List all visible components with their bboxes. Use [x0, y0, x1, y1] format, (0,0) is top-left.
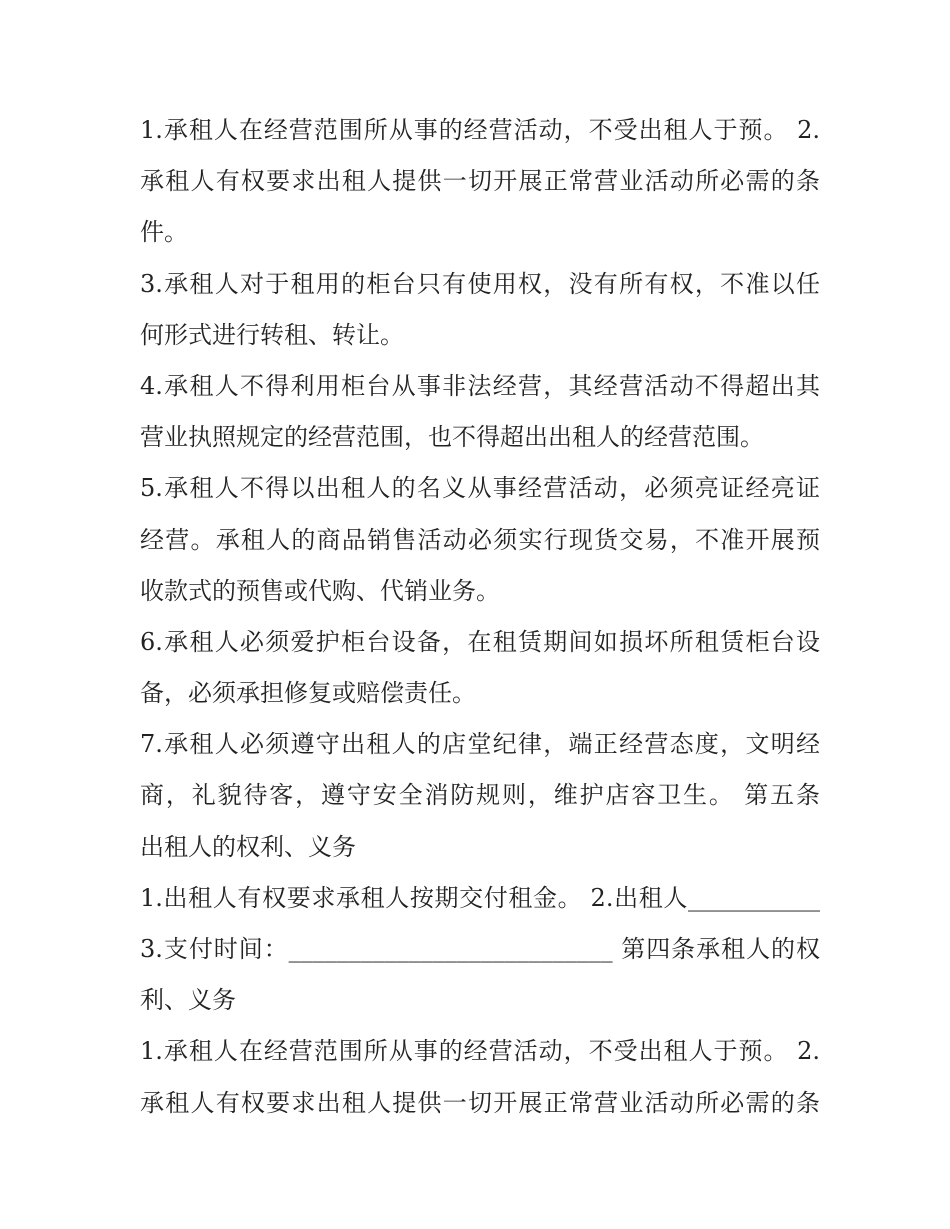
text-line: 1.承租人在经营范围所从事的经营活动，不受出租人于预。 2.: [140, 1037, 820, 1066]
contract-body-text: [140, 108, 820, 1132]
text-line: 4.承租人不得利用柜台从事非法经营，其经营活动不得超出其: [140, 371, 820, 400]
text-line: 件。: [140, 218, 188, 247]
text-line: 商，礼貌待客，遵守安全消防规则，维护店容卫生。 第五条: [140, 781, 820, 810]
text-line: 何形式进行转租、转让。: [140, 320, 404, 349]
text-line: 6.承租人必须爱护柜台设备，在租赁期间如损坏所租赁柜台设: [140, 627, 820, 656]
text-line: 承租人有权要求出租人提供一切开展正常营业活动所必需的条: [140, 1088, 820, 1117]
text-line: 出租人的权利、义务: [140, 832, 356, 861]
text-line: 经营。承租人的商品销售活动必须实行现货交易，不准开展预: [140, 525, 820, 554]
text-line: 收款式的预售或代购、代销业务。: [140, 576, 500, 605]
text-line: 1.承租人在经营范围所从事的经营活动，不受出租人于预。 2.: [140, 116, 820, 144]
text-line: 3.支付时间：___________________________ 第四条承租人的权: [140, 935, 820, 963]
text-line: 5.承租人不得以出租人的名义从事经营活动，必须亮证经亮证: [140, 474, 820, 503]
text-line: 利、义务: [140, 986, 236, 1015]
text-line: 承租人有权要求出租人提供一切开展正常营业活动所必需的条: [140, 167, 820, 196]
text-line: 1.出租人有权要求承租人按期交付租金。 2.出租人___________: [140, 883, 820, 912]
text-line: 营业执照规定的经营范围，也不得超出出租人的经营范围。: [140, 423, 764, 452]
text-line: 3.承租人对于租用的柜台只有使用权，没有所有权，不准以任: [140, 269, 820, 298]
text-line: 7.承租人必须遵守出租人的店堂纪律，端正经营态度，文明经: [140, 730, 820, 759]
text-line: 备，必须承担修复或赔偿责任。: [140, 679, 476, 708]
